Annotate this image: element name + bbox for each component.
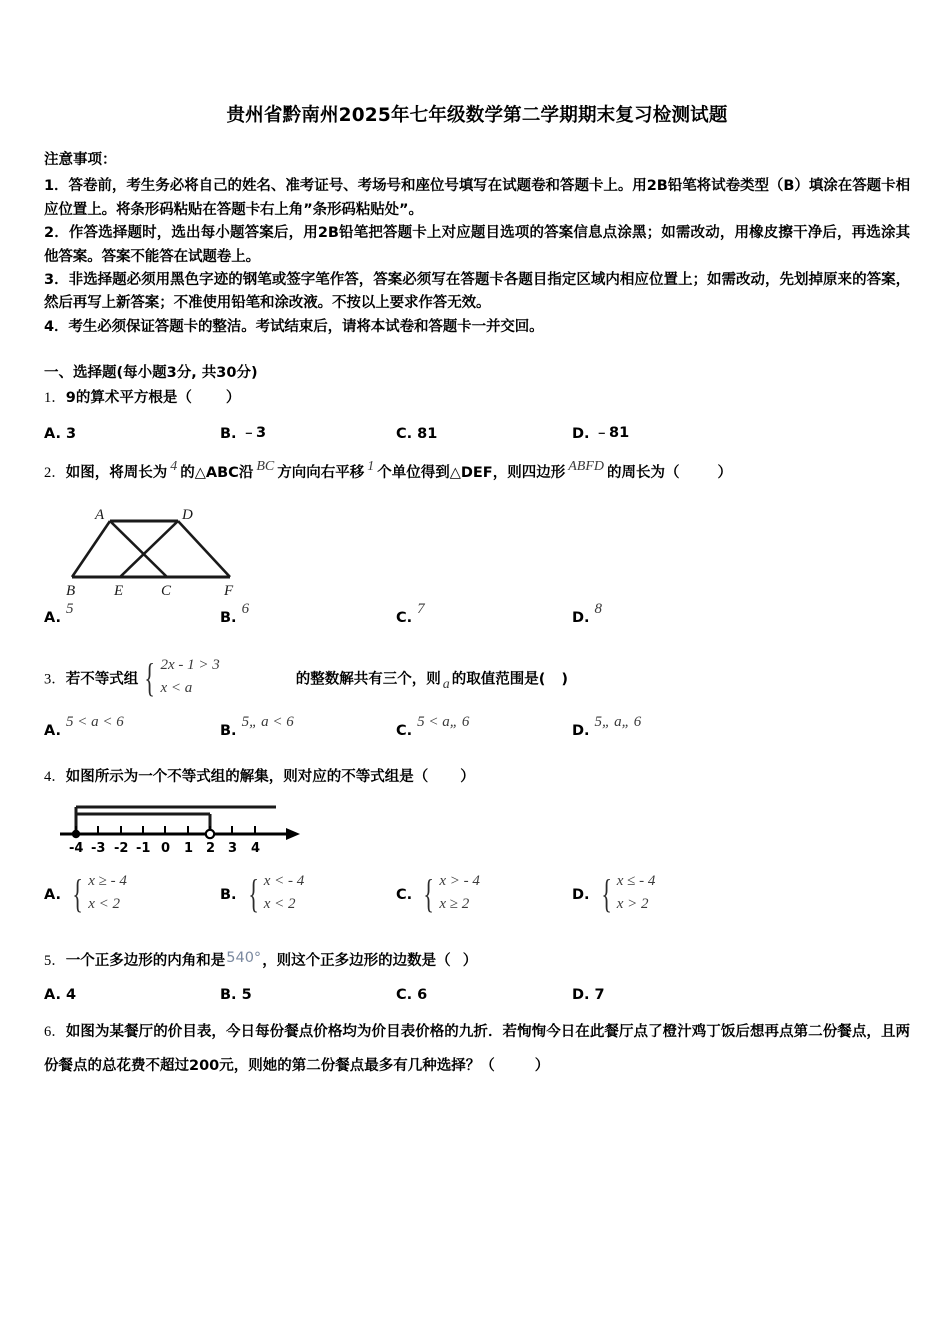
- page-content: [44, 104, 910, 1083]
- question-3-number: 3．: [44, 671, 66, 688]
- option-c-label: C.: [396, 426, 413, 443]
- question-3-text-1: 若不等式组: [65, 671, 139, 688]
- system-row-1: 2x - 1 > 3: [160, 656, 220, 673]
- question-3-text-3: 的取值范围是(: [451, 671, 546, 688]
- question-1-text-end: ）: [225, 390, 241, 407]
- notice-item-1: 1．答卷前，考生务必将自己的姓名、准考证号、考场号和座位号填写在试题卷和答题卡上。用2B铅笔将试卷类型（B）填涂在答题卡相应位置上。将条形码粘贴在答题卡右上角”条形码粘贴处”。: [44, 178, 910, 218]
- question-4-text-1: 如图所示为一个不等式组的解集，则对应的不等式组是（: [65, 769, 429, 786]
- option-c[interactable]: [396, 872, 572, 919]
- question-1-stem: [44, 386, 910, 411]
- system-rows: [616, 870, 656, 917]
- option-b-system: [244, 870, 305, 917]
- brace-glyph: {: [423, 870, 435, 916]
- system-rows: [159, 654, 219, 701]
- option-d[interactable]: [572, 600, 748, 626]
- option-d[interactable]: [572, 421, 748, 442]
- question-5-stem: [44, 949, 910, 974]
- question-2-text-3: 方向向右平移: [277, 465, 365, 482]
- option-d-label: D.: [572, 723, 590, 740]
- closed-endpoint-dot: [72, 830, 80, 838]
- option-d[interactable]: [572, 987, 748, 1003]
- option-a-label: A.: [44, 887, 61, 904]
- question-3-stem: [44, 656, 910, 703]
- brace-glyph: {: [72, 870, 83, 916]
- question-2-math-segment: BC: [256, 459, 275, 475]
- system-rows: [87, 870, 127, 917]
- option-d[interactable]: [572, 714, 748, 740]
- option-b[interactable]: [220, 714, 396, 740]
- option-d-text: 7: [594, 987, 605, 1004]
- open-endpoint-circle: [206, 830, 214, 838]
- option-a-math: 5 < a < 6: [66, 714, 124, 731]
- option-d-label: D.: [572, 426, 590, 443]
- option-a[interactable]: [44, 872, 220, 919]
- option-a[interactable]: [44, 600, 220, 626]
- question-5-options: [44, 987, 910, 1003]
- tick-label--4: -4: [69, 841, 84, 857]
- tick-label-2: 2: [206, 841, 216, 857]
- system-row-2: x < a: [160, 680, 193, 697]
- system-row-2: x < 2: [88, 896, 120, 913]
- option-c-label: C.: [396, 987, 413, 1004]
- option-a-text: 4: [66, 987, 77, 1004]
- option-b-text: 5: [241, 987, 252, 1004]
- option-b-label: B.: [220, 609, 237, 626]
- question-1-number: 1．: [44, 390, 66, 407]
- question-4-stem: [44, 765, 910, 790]
- vertex-label-B: B: [66, 582, 76, 599]
- option-a[interactable]: [44, 987, 220, 1003]
- question-3-math-a: a: [442, 677, 450, 693]
- overlapping-triangles-figure: [62, 499, 910, 599]
- option-b[interactable]: [220, 600, 396, 626]
- brace-glyph: {: [600, 870, 612, 916]
- vertex-label-A: A: [95, 506, 105, 523]
- question-2-text-2: 的△ABC沿: [180, 465, 254, 482]
- option-c-label: C.: [396, 887, 413, 904]
- vertex-label-F: F: [224, 582, 234, 599]
- option-c[interactable]: [396, 421, 572, 442]
- question-5-text-1: 一个正多边形的内角和是: [65, 952, 226, 969]
- option-b-math: 6: [241, 600, 250, 617]
- tick-label--3: -3: [91, 841, 106, 857]
- tick-label-4: 4: [251, 841, 261, 857]
- option-d-label: D.: [572, 987, 590, 1004]
- vertex-label-E: E: [114, 582, 124, 599]
- option-a-label: A.: [44, 723, 61, 740]
- notice-item-3: 3．非选择题必须用黑色字迹的钢笔或签字笔作答，答案必须写在答题卡各题目指定区域内相应位置上；如需改动，先划掉原来的答案，然后再写上新答案；不准使用铅笔和涂改液。不按以上要求作答无效。: [44, 271, 910, 312]
- system-row-2: x ≥ 2: [439, 896, 470, 913]
- option-c-text: 81: [417, 426, 438, 443]
- question-6-stem: [44, 1015, 910, 1083]
- option-b-label: B.: [220, 723, 237, 740]
- number-line-figure: [58, 802, 910, 858]
- question-2-number: 2．: [44, 465, 66, 482]
- system-rows: [438, 870, 480, 917]
- option-d-system: [597, 870, 656, 917]
- option-c-label: C.: [396, 723, 413, 740]
- system-row-1: x ≥ - 4: [88, 873, 127, 890]
- tick-label-3: 3: [228, 841, 238, 857]
- notice-heading: 注意事项：: [44, 152, 117, 169]
- system-row-1: x < - 4: [263, 873, 305, 890]
- number-line-svg: [58, 802, 318, 858]
- question-1-options: [44, 421, 910, 442]
- option-c-math: 7: [417, 600, 425, 617]
- system-row-1: x ≤ - 4: [616, 873, 656, 890]
- question-2-options: [44, 600, 910, 626]
- option-c-text: 6: [417, 987, 428, 1004]
- brace-glyph: {: [144, 654, 156, 700]
- option-d-label: D.: [572, 887, 590, 904]
- question-2-text-1: 如图，将周长为: [65, 465, 168, 482]
- question-3-text-4: ): [561, 671, 569, 688]
- option-b-text: ﹣3: [241, 425, 267, 442]
- triangles-svg: [62, 499, 272, 599]
- vertex-label-C: C: [161, 582, 172, 599]
- option-b-label: B.: [220, 426, 237, 443]
- option-a[interactable]: [44, 714, 220, 740]
- option-b[interactable]: [220, 421, 396, 442]
- option-d-label: D.: [572, 609, 590, 626]
- tick-label--2: -2: [114, 841, 129, 857]
- system-row-1: x > - 4: [439, 873, 480, 890]
- option-a[interactable]: [44, 421, 220, 442]
- option-b[interactable]: [220, 872, 396, 919]
- vertex-label-D: D: [182, 506, 193, 523]
- tick-label--1: -1: [136, 841, 151, 857]
- option-c[interactable]: [396, 987, 572, 1003]
- option-a-math: 5: [66, 600, 74, 617]
- option-c-label: C.: [396, 609, 413, 626]
- section-heading-multiple-choice: 一、选择题(每小题3分, 共30分): [44, 365, 258, 382]
- question-3-inequality-system: [140, 654, 293, 701]
- system-rows: [263, 870, 305, 917]
- brace-glyph: {: [247, 870, 259, 916]
- question-6-number: 6．: [44, 1024, 66, 1041]
- option-b-label: B.: [220, 887, 237, 904]
- system-row-2: x < 2: [263, 896, 296, 913]
- option-d-math: 8: [594, 600, 603, 617]
- notice-item-2: 2．作答选择题时，选出每小题答案后，用2B铅笔把答题卡上对应题目选项的答案信息点涂黑；如需改动，用橡皮擦干净后，再选涂其他答案。答案不能答在试题卷上。: [44, 225, 910, 265]
- option-a-label: A.: [44, 609, 61, 626]
- option-c-math: 5 < a„ 6: [417, 714, 470, 731]
- option-c-system: [419, 870, 480, 917]
- question-2-math-units: 1: [367, 459, 375, 475]
- question-3-options: [44, 714, 910, 740]
- question-2-text-6: ）: [717, 465, 732, 482]
- question-5-math-angle-sum: 540°: [226, 949, 262, 966]
- question-3-text-2: 的整数解共有三个，则: [295, 671, 441, 688]
- question-2-text-4: 个单位得到△DEF，则四边形: [377, 465, 566, 482]
- option-b-math: 5„ a < 6: [241, 714, 294, 731]
- question-2-math-perimeter: 4: [170, 459, 178, 475]
- option-b[interactable]: [220, 987, 396, 1003]
- question-2-math-quadrilateral: ABFD: [568, 459, 604, 475]
- question-6-text-2: ）: [534, 1058, 550, 1075]
- notice-item-4: 4．考生必须保证答题卡的整洁。考试结束后，请将本试卷和答题卡一并交回。: [44, 318, 544, 335]
- tick-label-1: 1: [184, 841, 194, 857]
- question-5-number: 5．: [44, 952, 66, 969]
- question-4-options: [44, 872, 910, 919]
- option-d[interactable]: [572, 872, 748, 919]
- question-4-text-2: ）: [460, 769, 475, 786]
- option-b-label: B.: [220, 987, 237, 1004]
- question-5-text-3: ）: [462, 952, 478, 969]
- system-row-2: x > 2: [616, 896, 649, 913]
- tick-label-0: 0: [161, 841, 171, 857]
- option-c[interactable]: [396, 714, 572, 740]
- page-title: 贵州省黔南州2025年七年级数学第二学期期末复习检测试题: [226, 105, 728, 126]
- option-a-label: A.: [44, 987, 61, 1004]
- question-5-text-2: ，则这个正多边形的边数是（: [262, 952, 451, 969]
- question-4-number: 4．: [44, 769, 66, 786]
- option-c[interactable]: [396, 600, 572, 626]
- option-a-system: [68, 870, 127, 917]
- option-a-label: A.: [44, 426, 61, 443]
- option-a-text: 3: [66, 426, 77, 443]
- option-d-math: 5„ a„ 6: [594, 714, 642, 731]
- question-6-text-1: 如图为某餐厅的价目表，今日每份餐点价格均为价目表价格的九折．若恂恂今日在此餐厅点了橙汁鸡丁饭后想再点第二份餐点，且两份餐点的总花费不超过200元，则她的第二份餐点最多有几种选择？（: [44, 1024, 911, 1075]
- question-2-stem: [44, 456, 910, 491]
- option-d-text: ﹣81: [594, 425, 630, 442]
- question-2-text-5: 的周长为（: [606, 465, 680, 482]
- question-1-text: 9的算术平方根是（: [65, 390, 192, 407]
